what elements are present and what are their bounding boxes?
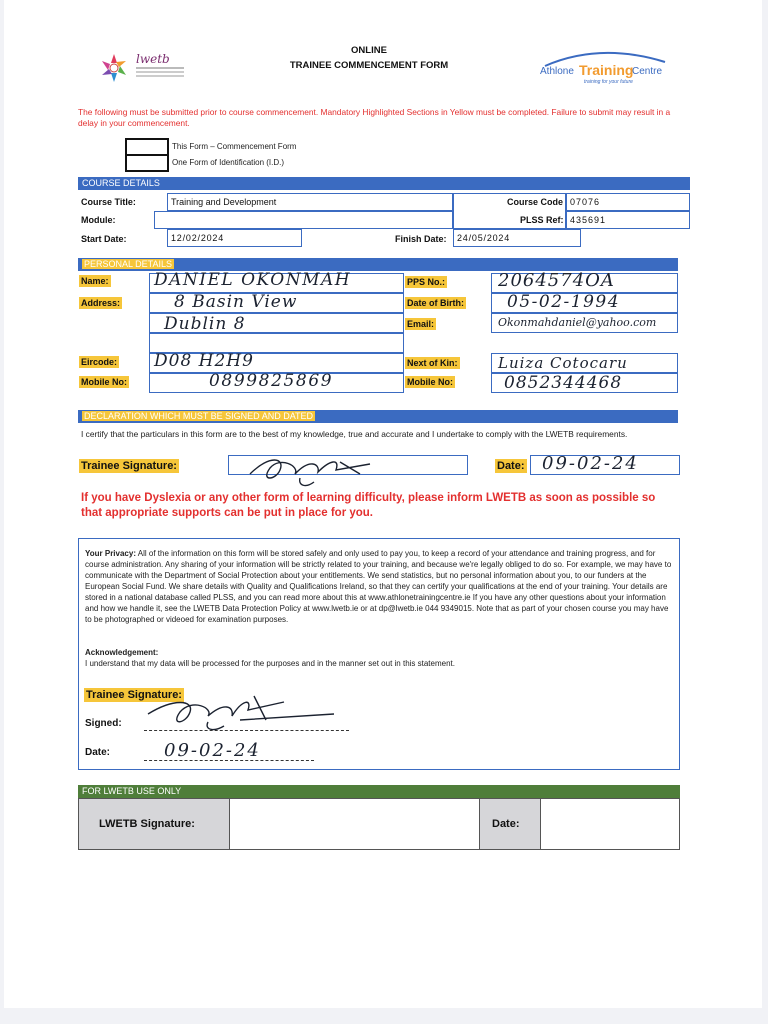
declaration-date-value: 09-02-24 [542,453,639,474]
declaration-title: DECLARATION WHICH MUST BE SIGNED AND DATED [84,411,314,421]
checklist-item: One Form of Identification (I.D.) [172,158,285,167]
lwetb-logo [96,50,186,86]
privacy-text: All of the information on this form will be stored safely and only used to pay you, to keep a record of your attendance and training progress, and for course administration. Any sharing of your information will be strictly related to your training, and because we're legally obliged to do so. For example, we may have to communicate with the Department of Social Protection about your entitlements. We send statistics, but no personal information about you, to our funders at the European Social Fund. We share details with Quality and Qualifications Ireland, so that they can certify your qualifications at the end of your training. Your details are stored in a national database called PLSS, and you can read more about this at www.athlonetrainingcentre.ie If you have any other questions about your information and how we handle it, see the LWETB Data Protection Policy at www.lwetb.ie or at dp@lwetb.ie 044 9349015. Note that as part of your chosen course you may have to be photographed or videoed for examination purposes. [85,549,672,624]
office-date-label: Date: [492,818,520,830]
dob-label: Date of Birth: [407,298,464,308]
course-details-header: COURSE DETAILS [78,177,690,190]
name-label: Name: [81,276,109,286]
office-date-field[interactable] [539,799,679,849]
eircode-label: Eircode: [81,357,118,367]
acknowledgement-heading: Acknowledgement: [85,648,159,657]
name-value: DANIEL OKONMAH [154,270,352,290]
privacy-date-value: 09-02-24 [164,740,261,761]
plss-ref-field[interactable]: 435691 [566,211,690,229]
centre-word: Centre [632,66,663,77]
lwetb-logo-icon [96,50,132,86]
dob-value: 05-02-1994 [507,292,621,312]
start-date-field[interactable]: 12/02/2024 [167,229,302,247]
lwetb-signature-label: LWETB Signature: [99,818,195,830]
address-line2-value: Dublin 8 [164,314,246,334]
finish-date-field[interactable]: 24/05/2024 [453,229,581,247]
privacy-heading: Your Privacy: [85,549,136,558]
course-code-field[interactable]: 07076 [566,193,690,211]
checkbox-identification[interactable] [125,154,169,172]
training-word: Training [579,62,634,78]
course-title-field[interactable]: Training and Development [167,193,453,211]
pps-label: PPS No.: [407,277,446,287]
privacy-signature-label: Trainee Signature: [86,689,182,701]
acknowledgement-text: I understand that my data will be processed for the purposes and in the manner set out in this statement. [85,659,455,668]
pps-value: 2064574OA [498,270,615,291]
finish-date-label: Finish Date: [395,234,447,244]
dyslexia-notice: If you have Dyslexia or any other form of learning difficulty, please inform LWETB as soon as possible so that appropriate supports can be put in place for you. [81,492,656,519]
checklist-item: This Form – Commencement Form [172,142,297,151]
course-title-label: Course Title: [81,197,136,207]
submission-notice: The following must be submitted prior to course commencement. Mandatory Highlighted Sections in Yellow must be completed. Failure to submit may result in a delay in your commencement. [78,107,671,128]
form-title-line2: TRAINEE COMMENCEMENT FORM [289,60,449,71]
next-of-kin-value: Luiza Cotocaru [498,354,628,372]
form-page [4,0,762,1008]
email-label: Email: [407,319,435,329]
mobile-label: Mobile No: [81,377,127,387]
privacy-date-label: Date: [85,747,111,758]
declaration-header [78,410,678,423]
eircode-value: D08 H2H9 [154,351,254,371]
kin-mobile-value: 0852344468 [504,373,623,393]
declaration-signature-label: Trainee Signature: [81,460,177,472]
form-title-line1: ONLINE [351,45,387,56]
start-date-label: Start Date: [81,234,127,244]
declaration-date-label: Date: [497,460,525,472]
declaration-signature-drawing [240,448,410,490]
office-use-header: FOR LWETB USE ONLY [78,785,680,798]
address-label: Address: [81,298,121,308]
address-field-line3[interactable] [149,333,404,353]
address-line1-value: 8 Basin View [174,292,298,312]
plss-ref-label: PLSS Ref: [520,215,564,225]
athlone-tagline: training for your future [584,79,633,85]
personal-details-title: PERSONAL DETAILS [84,259,173,269]
next-of-kin-label: Next of Kin: [407,358,458,368]
module-label: Module: [81,215,116,225]
privacy-signature-drawing [144,692,334,736]
mobile-value: 0899825869 [209,371,334,391]
privacy-text-block [85,548,675,625]
declaration-text: I certify that the particulars in this form are to the best of my knowledge, true and accurate and I undertake to comply with the LWETB requirements. [81,429,628,439]
lwetb-signature-field[interactable] [229,799,478,849]
lwetb-logo-text: lwetb [136,52,170,66]
athlone-logo [540,48,670,86]
athlone-word: Athlone [540,66,574,77]
kin-mobile-label: Mobile No: [407,377,453,387]
module-field[interactable] [154,211,453,229]
signed-label: Signed: [85,718,122,729]
course-code-label: Course Code [507,197,564,207]
email-value: Okonmahdaniel@yahoo.com [498,316,657,329]
